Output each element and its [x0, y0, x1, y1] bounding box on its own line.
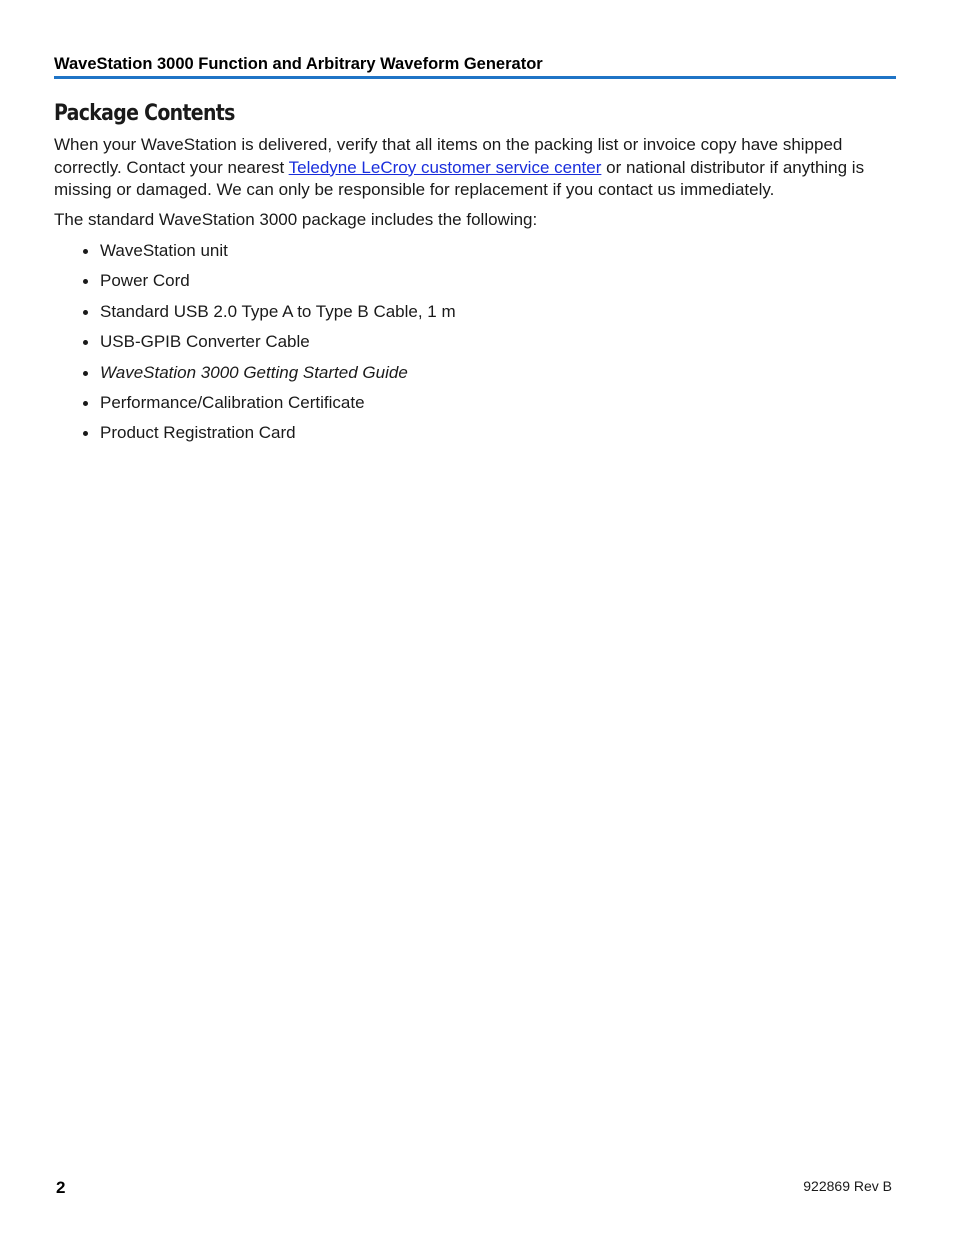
bullet-icon [83, 340, 88, 345]
document-revision: 922869 Rev B [803, 1178, 892, 1194]
customer-service-link[interactable]: Teledyne LeCroy customer service center [288, 157, 602, 177]
list-item-text: WaveStation 3000 Getting Started Guide [100, 362, 408, 382]
list-lead-text: The standard WaveStation 3000 package includes the following: [54, 210, 538, 229]
bullet-icon [83, 371, 88, 376]
bullet-icon [83, 401, 88, 406]
intro-paragraph [54, 134, 904, 202]
list-item-text: Standard USB 2.0 Type A to Type B Cable, 1 m [100, 301, 456, 321]
list-item-text: Product Registration Card [100, 423, 296, 443]
list-item-text: WaveStation unit [100, 241, 228, 260]
list-item-text: Performance/Calibration Certificate [100, 392, 365, 412]
bullet-icon [83, 431, 88, 436]
list-item [54, 240, 456, 270]
intro-text-before-link: When your WaveStation is delivered, verify that all items on the packing list or invoice copy have shipped correctly. Contact your nearest [54, 135, 843, 177]
bullet-icon [83, 249, 88, 254]
list-item [54, 422, 456, 452]
running-header: WaveStation 3000 Function and Arbitrary Waveform Generator [54, 54, 896, 79]
list-item-text: USB-GPIB Converter Cable [100, 332, 310, 352]
section-title: Package Contents [54, 101, 235, 126]
page-number: 2 [56, 1178, 66, 1197]
package-contents-list [54, 240, 456, 453]
list-item [54, 362, 456, 392]
list-item-text: Power Cord [100, 271, 190, 291]
intro-text-after-link: or national distributor if anything is missing or damaged. We can only be responsible for replacement if you contact us immediately. [54, 157, 865, 200]
list-item [54, 331, 456, 361]
list-item [54, 392, 456, 422]
list-item [54, 301, 456, 331]
bullet-icon [83, 310, 88, 315]
list-item [54, 270, 456, 300]
bullet-icon [83, 279, 88, 284]
